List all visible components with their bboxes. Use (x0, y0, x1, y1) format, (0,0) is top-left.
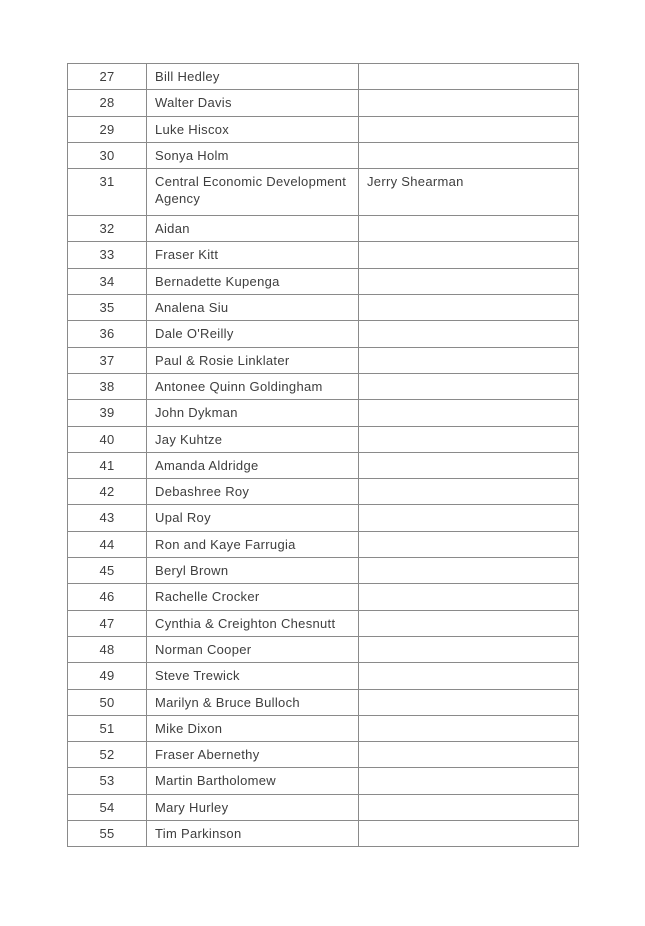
row-number: 51 (68, 715, 147, 741)
row-notes (359, 321, 579, 347)
row-name: Luke Hiscox (147, 116, 359, 142)
row-name: Steve Trewick (147, 663, 359, 689)
row-notes: Jerry Shearman (359, 169, 579, 216)
table-row (68, 347, 579, 373)
table-row (68, 400, 579, 426)
row-number: 50 (68, 689, 147, 715)
table-row (68, 169, 579, 216)
row-notes (359, 558, 579, 584)
row-name: Paul & Rosie Linklater (147, 347, 359, 373)
row-name: Norman Cooper (147, 636, 359, 662)
row-notes (359, 479, 579, 505)
row-number: 37 (68, 347, 147, 373)
row-name: Debashree Roy (147, 479, 359, 505)
row-name: Bernadette Kupenga (147, 268, 359, 294)
row-notes (359, 242, 579, 268)
table-row (68, 321, 579, 347)
table-row (68, 295, 579, 321)
contact-table-body (68, 64, 579, 847)
table-row (68, 479, 579, 505)
row-number: 28 (68, 90, 147, 116)
row-number: 42 (68, 479, 147, 505)
row-number: 38 (68, 373, 147, 399)
table-row (68, 663, 579, 689)
row-number: 36 (68, 321, 147, 347)
table-row (68, 584, 579, 610)
row-number: 39 (68, 400, 147, 426)
row-number: 48 (68, 636, 147, 662)
row-notes (359, 452, 579, 478)
row-number: 41 (68, 452, 147, 478)
row-name: Rachelle Crocker (147, 584, 359, 610)
row-notes (359, 821, 579, 847)
table-row (68, 64, 579, 90)
table-row (68, 116, 579, 142)
row-number: 27 (68, 64, 147, 90)
row-notes (359, 505, 579, 531)
row-notes (359, 768, 579, 794)
row-number: 32 (68, 216, 147, 242)
row-name: Martin Bartholomew (147, 768, 359, 794)
table-row (68, 742, 579, 768)
row-name: Amanda Aldridge (147, 452, 359, 478)
table-row (68, 373, 579, 399)
row-number: 54 (68, 794, 147, 820)
table-row (68, 636, 579, 662)
row-number: 44 (68, 531, 147, 557)
row-number: 35 (68, 295, 147, 321)
row-name: Fraser Kitt (147, 242, 359, 268)
row-name: Bill Hedley (147, 64, 359, 90)
row-number: 55 (68, 821, 147, 847)
row-notes (359, 373, 579, 399)
row-name: Ron and Kaye Farrugia (147, 531, 359, 557)
row-name: Analena Siu (147, 295, 359, 321)
row-notes (359, 268, 579, 294)
row-name: Beryl Brown (147, 558, 359, 584)
table-row (68, 268, 579, 294)
row-notes (359, 347, 579, 373)
table-row (68, 426, 579, 452)
row-name: Aidan (147, 216, 359, 242)
row-number: 30 (68, 142, 147, 168)
table-row (68, 216, 579, 242)
row-name: John Dykman (147, 400, 359, 426)
row-name: Upal Roy (147, 505, 359, 531)
table-row (68, 768, 579, 794)
row-number: 34 (68, 268, 147, 294)
row-notes (359, 426, 579, 452)
row-number: 29 (68, 116, 147, 142)
row-notes (359, 216, 579, 242)
table-row (68, 821, 579, 847)
row-name: Walter Davis (147, 90, 359, 116)
table-row (68, 242, 579, 268)
row-notes (359, 116, 579, 142)
row-name: Mary Hurley (147, 794, 359, 820)
row-number: 46 (68, 584, 147, 610)
row-notes (359, 142, 579, 168)
table-row (68, 531, 579, 557)
row-notes (359, 689, 579, 715)
row-notes (359, 531, 579, 557)
row-name: Cynthia & Creighton Chesnutt (147, 610, 359, 636)
row-notes (359, 610, 579, 636)
row-name: Marilyn & Bruce Bulloch (147, 689, 359, 715)
table-row (68, 794, 579, 820)
row-name: Mike Dixon (147, 715, 359, 741)
table-row (68, 610, 579, 636)
table-row (68, 505, 579, 531)
row-notes (359, 663, 579, 689)
table-row (68, 452, 579, 478)
row-number: 53 (68, 768, 147, 794)
row-name: Antonee Quinn Goldingham (147, 373, 359, 399)
row-notes (359, 90, 579, 116)
row-name: Sonya Holm (147, 142, 359, 168)
row-notes (359, 64, 579, 90)
row-number: 43 (68, 505, 147, 531)
row-number: 45 (68, 558, 147, 584)
row-number: 33 (68, 242, 147, 268)
row-notes (359, 584, 579, 610)
row-name: Dale O'Reilly (147, 321, 359, 347)
row-number: 49 (68, 663, 147, 689)
row-notes (359, 742, 579, 768)
row-notes (359, 295, 579, 321)
table-row (68, 90, 579, 116)
row-notes (359, 400, 579, 426)
row-notes (359, 794, 579, 820)
row-number: 47 (68, 610, 147, 636)
row-number: 31 (68, 169, 147, 216)
row-name: Tim Parkinson (147, 821, 359, 847)
row-name: Jay Kuhtze (147, 426, 359, 452)
table-row (68, 142, 579, 168)
row-notes (359, 636, 579, 662)
row-number: 40 (68, 426, 147, 452)
table-row (68, 715, 579, 741)
row-name: Central Economic Development Agency (147, 169, 359, 216)
row-number: 52 (68, 742, 147, 768)
table-row (68, 558, 579, 584)
row-name: Fraser Abernethy (147, 742, 359, 768)
contact-table (67, 63, 579, 847)
row-notes (359, 715, 579, 741)
table-row (68, 689, 579, 715)
